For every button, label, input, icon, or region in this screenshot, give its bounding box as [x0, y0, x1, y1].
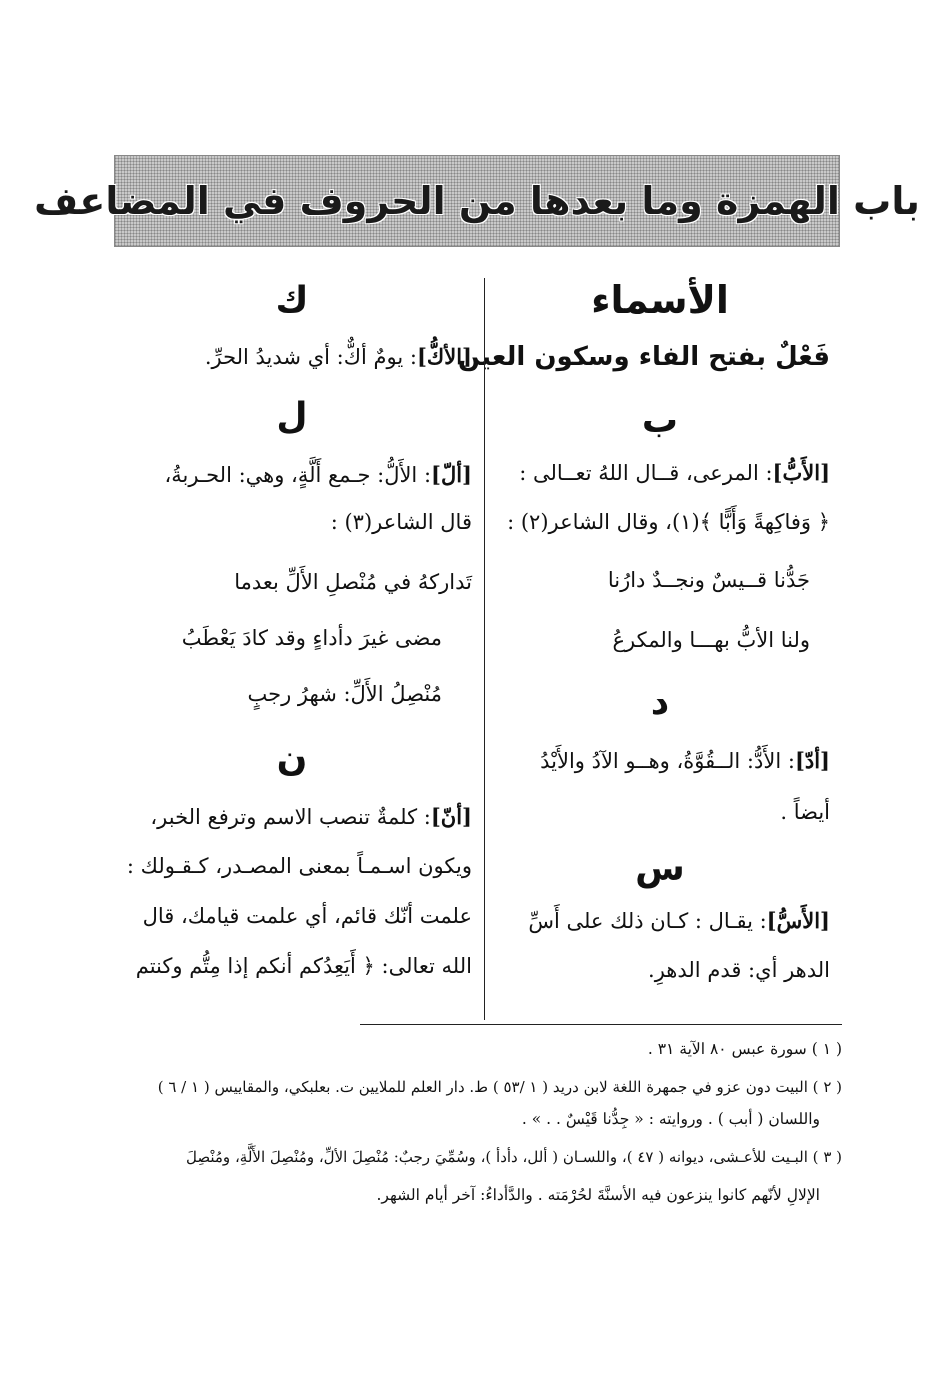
- letter-heading-l: ل: [276, 396, 308, 437]
- entry-an-line3: علمت أنّك قائم، أي علمت قيامك، قال: [142, 904, 472, 928]
- entry-text: : الأَلُّ: جـمع أَلَّةٍ، وهي: الحـربةُ،: [164, 463, 432, 487]
- entry-term: [ألّ]: [431, 462, 472, 487]
- entry-ak: [112, 344, 472, 369]
- entry-ab-line2: ﴿ وَفاكِهةً وَأَبًّا ﴾(١)، وقال الشاعر(٢) :: [507, 510, 830, 534]
- verse-line: تَداركهُ في مُنْصلِ الأَلِّ بعدما: [234, 570, 472, 594]
- entry-an-line2: ويكون اسـمـاً بمعنى المصـدر، كـقـولك :: [126, 854, 472, 878]
- entry-ab-line1: [490, 460, 830, 485]
- entry-al-line2: قال الشاعر(٣) :: [330, 510, 472, 534]
- entry-term: [أدّ]: [794, 748, 830, 773]
- entry-term: [الأكُّ]: [417, 344, 472, 369]
- entry-term: [أنّ]: [430, 804, 472, 829]
- verse-line: مضى غيرَ دأداءٍ وقد كادَ يَعْطَبُ: [181, 626, 442, 650]
- entry-text: : الأَدُّ: الــقُوَّةُ، وهــو الآدُ والأَيْدُ: [540, 749, 795, 773]
- chapter-title: باب الهمزة وما بعدها من الحروف في المضاعف: [34, 179, 920, 223]
- footnote-3-line1: ( ٣ ) البـيت للأعـشى، ديوانه ( ٤٧ )، واللسـان ( ألل، دأدأ )، وسُمِّيَ رجبٌ: مُنْصِلَ الألِّ، ومُنْصِلَ الأَلَّةِ، ومُنْصِلَ: [186, 1148, 842, 1166]
- verse-line: جَدُّنا قــيسٌ ونجــدٌ دارُنا: [607, 568, 810, 592]
- letter-heading-b: ب: [641, 400, 679, 441]
- letter-heading-s: س: [635, 848, 685, 889]
- entry-al-line1: [112, 462, 472, 487]
- section-subheading: فَعْلٌ بفتح الفاء وسكون العين: [457, 342, 830, 372]
- footnote-separator: [360, 1024, 842, 1025]
- entry-as-line1: [490, 908, 830, 933]
- entry-ad-line1: [490, 748, 830, 773]
- entry-term: [الأَسُّ]: [766, 908, 830, 933]
- footnote-2-line2: واللسان ( أبب ) . وروايته : « جِدُّنا قَيْسٌ . . » .: [521, 1110, 820, 1128]
- entry-text: : كلمةٌ تنصب الاسم وترفع الخبر،: [150, 805, 431, 829]
- footnote-1: ( ١ ) سورة عبس ٨٠ الآية ٣١ .: [647, 1040, 842, 1058]
- entry-as-line2: الدهر أي: قدم الدهرِ.: [648, 958, 830, 982]
- entry-ad-line2: أيضاً .: [780, 800, 830, 824]
- entry-an-line1: [112, 804, 472, 829]
- chapter-banner: [34, 155, 920, 247]
- entry-text: : يومٌ أكٌّ: أي شديدُ الحرِّ.: [204, 345, 417, 369]
- entry-text: : يقـال : كـان ذلك على أَسِّ: [528, 909, 767, 933]
- verse-line: ولنا الأبُّ بهـــا والمكرعُ: [612, 628, 810, 652]
- verse-line: مُنْصِلُ الأَلِّ: شهرُ رجبٍ: [247, 682, 442, 706]
- footnote-3-line2: الإلالِ لأنّهم كانوا ينزعون فيه الأسنَّةَ لحُرْمَته . والدَّأداءُ: آخر أيام الشهر.: [376, 1186, 820, 1204]
- entry-an-line4: الله تعالى: ﴿ أَيَعِدُكم أنكم إذا مِتُّم وكنتم: [135, 954, 472, 978]
- letter-heading-n: ن: [276, 738, 308, 779]
- column-divider: [484, 278, 485, 1020]
- section-heading: الأسماء: [591, 278, 729, 322]
- footnote-2-line1: ( ٢ ) البيت دون عزو في جمهرة اللغة لابن دريد ( ١ /٥٣ ) ط. دار العلم للملايين ت. بعلبكي، والمقاييس ( ١ / ٦ ): [157, 1078, 842, 1096]
- letter-heading-d: د: [650, 682, 670, 723]
- entry-term: [الأَبُّ]: [772, 460, 830, 485]
- letter-heading-k: ك: [275, 280, 309, 321]
- entry-text: : المرعى، قــال اللهُ تعــالى :: [519, 461, 773, 485]
